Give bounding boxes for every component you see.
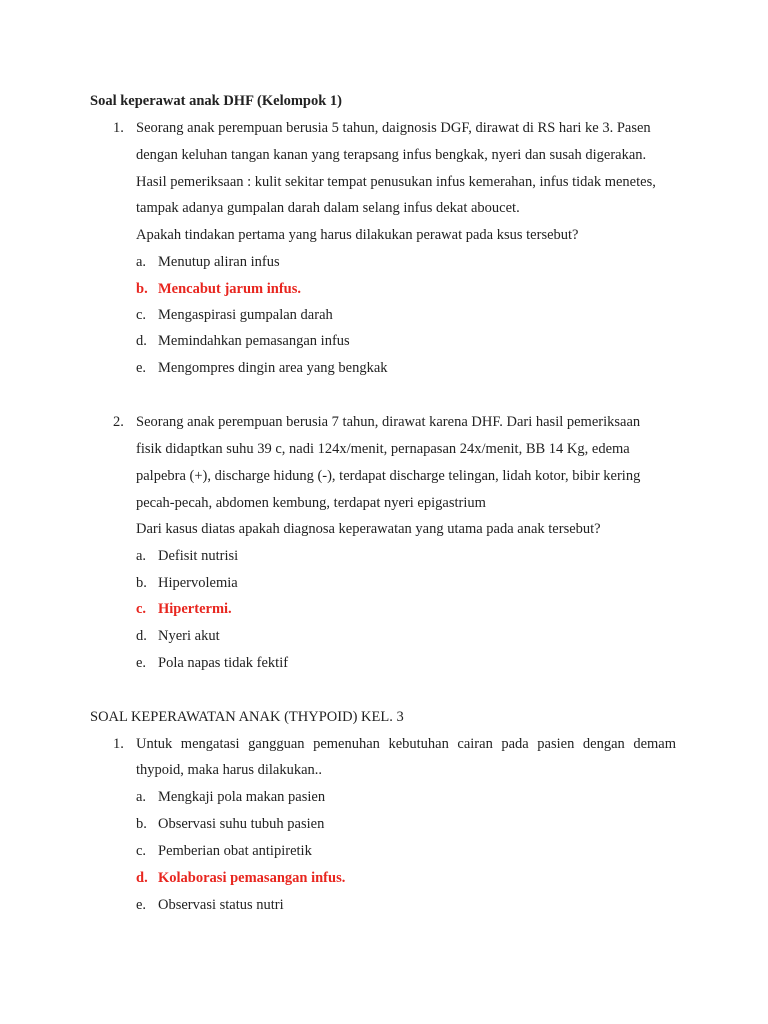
option-letter: e. <box>136 360 147 376</box>
option-letter: e. <box>136 655 147 671</box>
option-text: Menutup aliran infus <box>158 254 280 270</box>
question-text-line: Seorang anak perempuan berusia 7 tahun, dirawat karena DHF. Dari hasil pemeriksaan <box>136 414 641 430</box>
option-text: Hipervolemia <box>158 575 238 591</box>
question-text-line: Seorang anak perempuan berusia 5 tahun, daignosis DGF, dirawat di RS hari ke 3. Pasen <box>136 120 651 136</box>
option-letter: d. <box>136 628 147 644</box>
correct-option-letter: d. <box>136 870 148 886</box>
question-text-line: Untuk mengatasi gangguan pemenuhan kebutuhan cairan pada pasien dengan demam <box>136 736 676 752</box>
option-letter: c. <box>136 307 147 323</box>
question-text-line: tampak adanya gumpalan darah dalam selang infus dekat aboucet. <box>136 200 520 216</box>
correct-option-letter: c. <box>136 601 147 617</box>
question-number: 1. <box>113 736 124 752</box>
option-letter: a. <box>136 254 147 270</box>
correct-option-text: Mencabut jarum infus. <box>158 281 301 297</box>
correct-option-text: Kolaborasi pemasangan infus. <box>158 870 346 886</box>
question-text-line: thypoid, maka harus dilakukan.. <box>136 762 323 778</box>
option-text: Observasi suhu tubuh pasien <box>158 816 325 832</box>
option-letter: d. <box>136 333 147 349</box>
option-text: Mengompres dingin area yang bengkak <box>158 360 388 376</box>
question-text-line: pecah-pecah, abdomen kembung, terdapat nyeri epigastrium <box>136 495 486 511</box>
question-text-line: palpebra (+), discharge hidung (-), terdapat discharge telingan, lidah kotor, bibir kering <box>136 468 641 484</box>
option-text: Defisit nutrisi <box>158 548 239 564</box>
option-letter: b. <box>136 575 147 591</box>
option-text: Memindahkan pemasangan infus <box>158 333 350 349</box>
option-text: Mengaspirasi gumpalan darah <box>158 307 333 323</box>
option-letter: a. <box>136 548 147 564</box>
section-title-dhf: Soal keperawat anak DHF (Kelompok 1) <box>90 93 343 109</box>
question-text-line: Hasil pemeriksaan : kulit sekitar tempat penusukan infus kemerahan, infus tidak menetes, <box>136 174 656 190</box>
question-prompt: Apakah tindakan pertama yang harus dilakukan perawat pada ksus tersebut? <box>136 227 579 243</box>
correct-option-text: Hipertermi. <box>158 601 232 617</box>
question-number: 1. <box>113 120 124 136</box>
correct-option-letter: b. <box>136 281 148 297</box>
option-text: Mengkaji pola makan pasien <box>158 789 326 805</box>
question-number: 2. <box>113 414 124 430</box>
option-text: Pola napas tidak fektif <box>158 655 289 671</box>
question-prompt: Dari kasus diatas apakah diagnosa keperawatan yang utama pada anak tersebut? <box>136 521 601 537</box>
option-text: Nyeri akut <box>158 628 220 644</box>
option-text: Observasi status nutri <box>158 897 284 913</box>
question-text-line: dengan keluhan tangan kanan yang terapsang infus bengkak, nyeri dan susah digerakan. <box>136 147 647 163</box>
option-text: Pemberian obat antipiretik <box>158 843 312 859</box>
option-letter: c. <box>136 843 147 859</box>
option-letter: e. <box>136 897 147 913</box>
option-letter: b. <box>136 816 147 832</box>
option-letter: a. <box>136 789 147 805</box>
question-text-line: fisik didaptkan suhu 39 c, nadi 124x/menit, pernapasan 24x/menit, BB 14 Kg, edema <box>136 441 630 457</box>
section-title-thypoid: SOAL KEPERAWATAN ANAK (THYPOID) KEL. 3 <box>90 709 404 725</box>
